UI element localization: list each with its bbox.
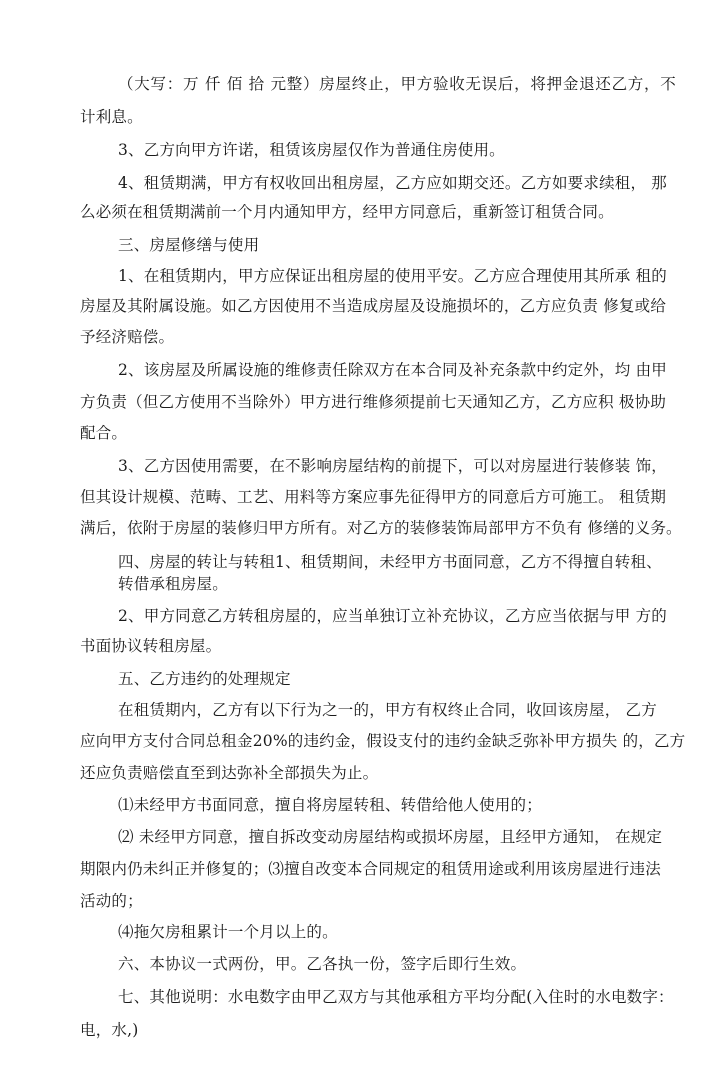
text-line-26: 期限内仍未纠正并修复的；⑶擅自改变本合同规定的租赁用途或利用该房屋进行违法	[80, 860, 661, 878]
text-line-5: 么必须在租赁期满前一个月内通知甲方，经甲方同意后，重新签订租赁合同。	[80, 203, 614, 221]
text-line-15: 满后，依附于房屋的装修归甲方所有。对乙方的装修装饰局部甲方不负有 修缮的义务。	[80, 519, 682, 537]
text-line-2: 计利息。	[80, 108, 143, 126]
text-line-22: 应向甲方支付合同总租金20%的违约金，假设支付的违约金缺乏弥补甲方损失 的，乙方	[80, 732, 686, 750]
text-line-8: 房屋及其附属设施。如乙方因使用不当造成房屋及设施损坏的，乙方应负责 修复或给	[80, 297, 667, 315]
text-line-11: 方负责（但乙方使用不当除外）甲方进行维修须提前七天通知乙方，乙方应积 极协助	[80, 393, 667, 411]
text-line-9: 予经济赔偿。	[80, 328, 175, 346]
section-heading-5: 五、乙方违约的处理规定	[118, 670, 291, 688]
text-line-3: 3、乙方向甲方许诺，租赁该房屋仅作为普通住房使用。	[118, 141, 505, 159]
text-line-4: 4、租赁期满，甲方有权收回出租房屋，乙方应如期交还。乙方如要求续租， 那	[118, 174, 667, 192]
text-line-1: （大写：万 仟 佰 拾 元整）房屋终止，甲方验收无误后，将押金退还乙方，不	[118, 75, 676, 93]
section-heading-7: 七、其他说明：水电数字由甲乙双方与其他承租方平均分配(入住时的水电数字：	[118, 988, 674, 1006]
text-line-13: 3、乙方因使用需要，在不影响房屋结构的前提下，可以对房屋进行装修装 饰，	[118, 457, 667, 475]
text-line-7: 1、在租赁期内，甲方应保证出租房屋的使用平安。乙方应合理使用其所承 租的	[118, 267, 667, 285]
text-line-28: ⑷拖欠房租累计一个月以上的。	[118, 923, 338, 941]
text-line-14: 但其设计规模、范畴、工艺、用料等方案应事先征得甲方的同意后方可施工。 租赁期	[80, 488, 667, 506]
text-line-18: 2、甲方同意乙方转租房屋的，应当单独订立补充协议，乙方应当依据与甲 方的	[118, 607, 667, 625]
text-line-31: 电，水,)	[80, 1021, 139, 1039]
text-line-10: 2、该房屋及所属设施的维修责任除双方在本合同及补充条款中约定外，均 由甲	[118, 361, 667, 379]
text-line-12: 配合。	[80, 424, 128, 442]
text-line-17: 转借承租房屋。	[118, 575, 228, 593]
section-heading-4: 四、房屋的转让与转租1、租赁期间，未经甲方书面同意，乙方不得擅自转租、	[118, 553, 662, 571]
text-line-24: ⑴未经甲方书面同意，擅自将房屋转租、转借给他人使用的；	[118, 796, 542, 814]
section-heading-3: 三、房屋修缮与使用	[118, 236, 260, 254]
section-heading-6: 六、本协议一式两份，甲。乙各执一份，签字后即行生效。	[118, 955, 527, 973]
text-line-19: 书面协议转租房屋。	[80, 637, 222, 655]
text-line-25: ⑵ 未经甲方同意，擅自拆改变动房屋结构或损坏房屋，且经甲方通知， 在规定	[118, 828, 663, 846]
text-line-21: 在租赁期内，乙方有以下行为之一的，甲方有权终止合同，收回该房屋， 乙方	[118, 701, 657, 719]
text-line-27: 活动的；	[80, 892, 143, 910]
text-line-23: 还应负责赔偿直至到达弥补全部损失为止。	[80, 764, 379, 782]
